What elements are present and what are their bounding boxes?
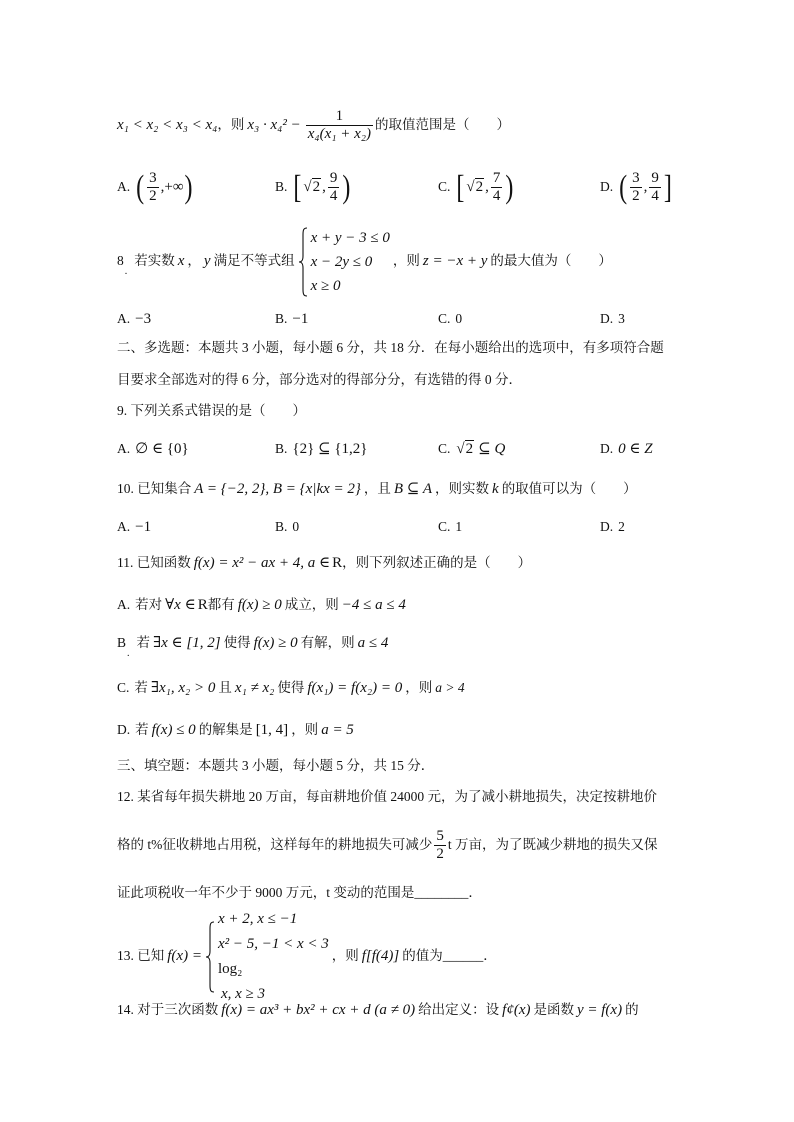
radicand: 2 (312, 179, 321, 195)
option-label: C. (438, 519, 451, 534)
objective-expression: z = −x + y (422, 253, 488, 269)
option-label: D. (600, 311, 614, 326)
option-label: C. (438, 179, 451, 194)
q9-option-a (117, 436, 189, 462)
question-9-stem: 9. 下列关系式错误的是（ ） (117, 403, 306, 418)
stem-text: 11. 已知函数 (117, 555, 191, 570)
q9-option-c (438, 436, 508, 462)
subset-relation: B ⊆ A (393, 481, 433, 497)
stem-text: 的 (625, 1002, 639, 1017)
close-paren: ) (342, 170, 351, 206)
option-label: C. (438, 441, 451, 456)
fraction-numerator: 5 (436, 828, 444, 845)
option-label: A. (117, 311, 131, 326)
question-7-stem-line (117, 105, 510, 145)
interval-end: +∞ (164, 179, 184, 195)
question-8-stem (117, 221, 612, 301)
option-label: B. (275, 519, 288, 534)
inequality-1: x + y − 3 ≤ 0 (310, 229, 390, 246)
option-text: 若 (134, 680, 148, 695)
question-12-line-2 (117, 825, 658, 865)
result-expression: −4 ≤ a ≤ 4 (341, 597, 406, 613)
connector-text: ，则 (217, 117, 245, 132)
option-value: ∅ ∈ {0} (135, 441, 189, 457)
q8-option-b (275, 309, 308, 329)
separator: , (643, 179, 648, 195)
question-tail: 的值为______． (402, 948, 497, 964)
result-expression: a > 4 (435, 680, 465, 695)
piecewise-cases (218, 907, 329, 1007)
option-text: 的解集是 (198, 722, 253, 737)
fraction (649, 170, 661, 205)
quantifier-expression: ∃x ∈ [1, 2] (153, 635, 221, 651)
case-2: x² − 5, −1 < x < 3 (217, 936, 329, 952)
q8-option-d (600, 309, 625, 329)
q9-option-b (275, 436, 368, 462)
separator: , (322, 179, 326, 195)
option-value: −3 (135, 311, 152, 327)
option-label: C. (117, 680, 130, 695)
option-label: D. (600, 519, 614, 534)
question-tail: 的最大值为（ ） (490, 253, 612, 268)
option-value: 0 (455, 311, 463, 326)
fraction-denominator: 2 (436, 846, 444, 863)
fraction (147, 170, 159, 205)
square-root (456, 436, 474, 462)
q11-option-c (117, 675, 468, 701)
close-paren: ) (505, 170, 514, 206)
option-text: 若 (135, 722, 149, 737)
result-expression: a = 5 (321, 722, 354, 738)
square-root (466, 165, 484, 209)
radical-sign: √ (466, 179, 475, 195)
result-expression: a ≤ 4 (357, 635, 389, 651)
fraction (434, 828, 446, 863)
option-value: ⊆ Q (478, 441, 506, 457)
q10-option-c (438, 517, 462, 537)
question-tail: 的取值可以为（ ） (501, 481, 637, 496)
option-value: 0 ∈ Z (618, 441, 653, 457)
function-definition: f(x) = x² − ax + 4, a ∈ (193, 555, 331, 571)
option-label: A. (117, 519, 131, 534)
section-2-instructions-line-1: 二、多选题：本题共 3 小题，每小题 6 分，共 18 分．在每小题给出的选项中，有多项符合题 (117, 340, 664, 355)
q11-option-b (117, 630, 391, 659)
fraction-numerator: 3 (149, 170, 157, 187)
q8-option-a (117, 309, 151, 329)
fraction (328, 170, 340, 205)
question-number: 8 (117, 253, 124, 268)
separator: , (485, 179, 489, 195)
connector-text: ，且 (363, 481, 391, 496)
option-text: 成立，则 (284, 597, 339, 612)
q7-option-a (117, 165, 194, 209)
option-label: D. (600, 441, 614, 456)
q7-option-c (438, 165, 514, 209)
connector-text: ，则 (392, 253, 420, 268)
variable-y: y (203, 253, 211, 269)
question-11-stem (117, 550, 531, 576)
question-tail: ，则下列叙述正确的是（ ） (342, 555, 532, 570)
real-numbers-symbol: R (332, 555, 343, 571)
q7-option-b (275, 165, 351, 209)
fraction-numerator: 9 (651, 170, 659, 187)
radical-sign: √ (456, 441, 465, 457)
left-brace-icon (205, 921, 215, 993)
section-3-instructions: 三、填空题：本题共 3 小题，每小题 5 分，共 15 分． (117, 758, 435, 773)
question-12-line-3: 证此项税收一年不少于 9000 万元，t 变动的范围是________． (117, 885, 482, 900)
order-condition: x₁ < x₂ < x₃ < x₄ (117, 117, 218, 133)
set-definitions: A = {−2, 2}, B = {x|kx = 2} (194, 481, 361, 497)
system-lines (311, 226, 390, 298)
derivative-expression: f¢(x) (502, 1002, 531, 1018)
q11-option-a (117, 592, 409, 618)
option-value: 3 (618, 311, 625, 326)
fraction-denominator: 2 (149, 188, 157, 205)
q10-option-a (117, 517, 151, 537)
option-label: B (117, 635, 127, 650)
stem-text: 14. 对于三次函数 (117, 1002, 219, 1017)
option-value: −1 (292, 311, 309, 327)
section-2-instructions-line-2: 目要求全部选对的得 6 分，部分选对的得部分分，有选错的得 0 分． (117, 372, 522, 387)
option-text: 若对 (135, 597, 163, 612)
condition-expression: f(x) ≤ 0 (151, 722, 196, 738)
open-bracket: [ (456, 170, 465, 206)
fraction-denominator: 4 (492, 188, 501, 205)
q9-option-d (600, 436, 653, 462)
interval-expression: [1, 4] (255, 722, 289, 738)
left-brace-icon (298, 227, 308, 297)
stem-text: 满足不等式组 (213, 253, 295, 268)
option-value: 2 (618, 519, 625, 534)
radicand: 2 (475, 179, 484, 195)
close-paren: ) (184, 170, 193, 206)
fraction-denominator: x₄(x₁ + x₂) (307, 126, 371, 143)
comma: ， (187, 253, 201, 268)
stem-text: t 万亩，为了既减少耕地的损失又保 (447, 837, 658, 852)
question-10-stem (117, 474, 637, 504)
q10-option-b (275, 517, 299, 537)
connector-text: ，则 (331, 948, 359, 964)
cubic-function: f(x) = ax³ + bx² + cx + d (a ≠ 0) (221, 1002, 416, 1018)
option-label: A. (117, 597, 131, 612)
square-root (303, 165, 321, 209)
option-value: 0 (292, 519, 300, 534)
condition-expression: f(x) ≥ 0 (237, 597, 282, 613)
variable-k: k (492, 481, 499, 497)
separator: , (160, 179, 165, 195)
product-expression: x₃ · x₄² − (247, 117, 301, 133)
stem-text: 若实数 (134, 253, 175, 268)
question-number-dot: . (124, 266, 128, 277)
stem-text: 10. 已知集合 (117, 481, 192, 496)
inequality-2: x − 2y ≤ 0 (310, 253, 373, 270)
q10-option-d (600, 517, 625, 537)
fraction (491, 170, 503, 205)
case-3-rest: x, x ≥ 3 (220, 986, 265, 1002)
option-text: 都有 (207, 597, 235, 612)
option-value: −1 (135, 519, 152, 535)
condition-expression: f(x) ≥ 0 (253, 635, 298, 651)
case-1: x + 2, x ≤ −1 (217, 911, 298, 927)
option-label: B. (275, 311, 288, 326)
q7-option-d (600, 165, 673, 209)
option-text: 使得 (223, 635, 251, 650)
fraction (630, 170, 642, 205)
fraction-numerator: 1 (306, 108, 373, 126)
radicand: 2 (465, 441, 474, 457)
q8-option-c (438, 309, 462, 329)
q11-option-d (117, 717, 357, 743)
option-label: D. (117, 722, 131, 737)
inequality-expression: x₁ ≠ x₂ (234, 680, 275, 696)
quantifier-expression: ∀x ∈ (165, 597, 196, 613)
open-paren: ( (619, 170, 628, 206)
fraction-numerator: 9 (329, 170, 338, 187)
stem-text: 给出定义：设 (418, 1002, 500, 1017)
reciprocal-fraction (306, 108, 373, 143)
condition-expression: f(x₁) = f(x₂) = 0 (307, 680, 403, 696)
inequality-3: x ≥ 0 (310, 277, 341, 294)
real-numbers-symbol: R (197, 597, 208, 613)
open-bracket: [ (293, 170, 302, 206)
question-14-stem (117, 995, 639, 1025)
close-bracket: ] (663, 170, 672, 206)
option-label-dot: . (127, 648, 130, 659)
option-text: ，则 (291, 722, 319, 737)
connector-text: ，则实数 (435, 481, 490, 496)
fraction-denominator: 4 (329, 188, 338, 205)
option-label: B. (275, 179, 288, 194)
option-label: A. (117, 441, 131, 456)
stem-text: 13. 已知 (117, 948, 165, 964)
variable-x: x (177, 253, 185, 269)
piecewise-function (205, 907, 329, 1007)
question-tail: 的取值范围是（ ） (374, 117, 510, 132)
option-label: A. (117, 179, 131, 194)
option-text: ，则 (405, 680, 433, 695)
open-paren: ( (136, 170, 145, 206)
fraction-denominator: 2 (632, 188, 640, 205)
radical-sign: √ (303, 179, 312, 195)
fraction-numerator: 3 (632, 170, 640, 187)
question-13-stem (117, 907, 497, 1002)
option-text: 且 (218, 680, 232, 695)
option-text: 若 (136, 635, 151, 650)
fraction-numerator: 7 (492, 170, 501, 187)
inequality-system (298, 226, 390, 298)
stem-text: 是函数 (533, 1002, 574, 1017)
quantifier-expression: ∃x₁, x₂ > 0 (150, 680, 216, 696)
option-text: 有解，则 (300, 635, 355, 650)
option-label: B. (275, 441, 288, 456)
option-label: D. (600, 179, 614, 194)
stem-text: 格的 t%征收耕地占用税，这样每年的耕地损失可减少 (117, 837, 433, 852)
option-value: {2} ⊆ {1,2} (292, 441, 368, 457)
fraction-denominator: 4 (651, 188, 659, 205)
log-function: log₂ (217, 961, 243, 977)
option-text: 使得 (277, 680, 305, 695)
option-label: C. (438, 311, 451, 326)
composite-expression: f[f(4)] (361, 948, 400, 965)
function-expression: y = f(x) (576, 1002, 623, 1018)
question-12-line-1: 12. 某省每年损失耕地 20 万亩，每亩耕地价值 24000 元，为了减小耕地损失，决定按耕地价 (117, 789, 657, 804)
function-lhs: f(x) = (167, 948, 202, 965)
option-value: 1 (455, 519, 463, 534)
